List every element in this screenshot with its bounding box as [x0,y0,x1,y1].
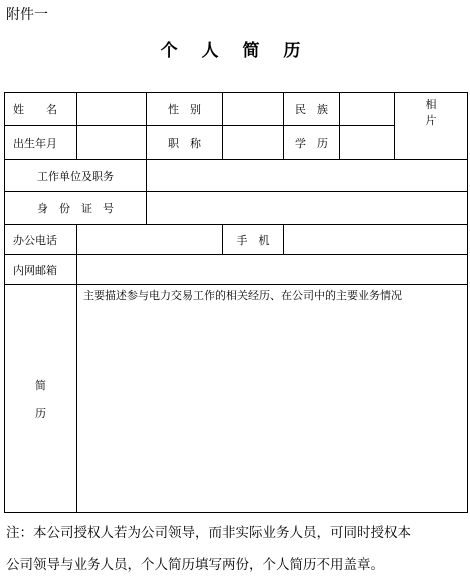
mobile-label: 手 机 [223,225,284,255]
employer-position-field[interactable] [147,160,468,192]
employer-position-label: 工作单位及职务 [5,160,147,192]
note-line-1: 注：本公司授权人若为公司领导，而非实际业务人员，可同时授权本 [6,525,411,541]
ethnicity-label: 民 族 [284,93,340,126]
name-field[interactable] [77,93,147,126]
name-label: 姓 名 [5,93,77,126]
note-line-2: 公司领导与业务人员，个人简历填写两份，个人简历不用盖章。 [6,557,384,573]
resume-form-table [4,92,468,513]
birth-date-label: 出生年月 [5,126,77,160]
gender-field[interactable] [223,93,284,126]
education-field[interactable] [340,126,395,160]
intranet-email-label: 内网邮箱 [5,255,77,285]
id-number-field[interactable] [147,192,468,225]
resume-label-2: 历 [35,406,46,420]
id-number-label: 身 份 证 号 [5,192,147,225]
document-title: 个 人 简 历 [160,41,310,61]
birth-date-field[interactable] [77,126,147,160]
mobile-field[interactable] [284,225,468,255]
attachment-label: 附件一 [6,7,48,23]
gender-label: 性 别 [147,93,223,126]
office-phone-field[interactable] [77,225,223,255]
photo-area[interactable] [395,93,468,160]
office-phone-label: 办公电话 [5,225,77,255]
professional-title-field[interactable] [223,126,284,160]
ethnicity-field[interactable] [340,93,395,126]
photo-label-2: 片 [425,114,437,127]
photo-label-1: 相 [425,98,437,111]
resume-label-1: 简 [35,378,46,392]
resume-label [5,285,77,513]
resume-field[interactable] [77,285,468,513]
intranet-email-field[interactable] [77,255,468,285]
education-label: 学 历 [284,126,340,160]
resume-instruction: 主要描述参与电力交易工作的相关经历、在公司中的主要业务情况 [83,289,402,302]
professional-title-label: 职 称 [147,126,223,160]
